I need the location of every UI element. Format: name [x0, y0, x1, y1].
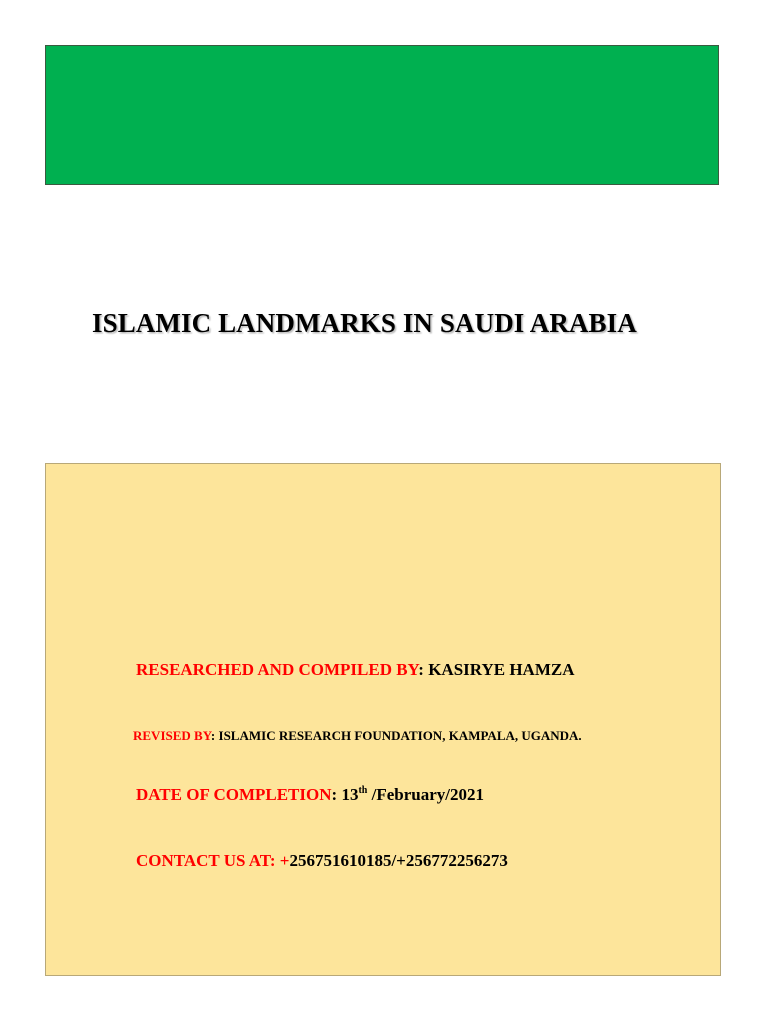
contact-line: [136, 851, 508, 871]
researched-by-separator: :: [418, 660, 429, 679]
completion-date-rest: /February/2021: [367, 785, 484, 804]
researched-by-label: RESEARCHED AND COMPILED BY: [136, 660, 419, 679]
document-title: ISLAMIC LANDMARKS IN SAUDI ARABIA: [92, 308, 637, 338]
green-banner: [45, 45, 719, 185]
completion-date-suffix: th: [358, 785, 368, 796]
researched-by-value: KASIRYE HAMZA: [428, 660, 575, 679]
completion-date-line: [136, 785, 484, 805]
info-box: [45, 463, 721, 976]
completion-date-day: 13: [341, 785, 359, 804]
revised-by-label: REVISED BY: [133, 728, 211, 743]
contact-label: CONTACT US AT: +: [136, 851, 290, 870]
revised-by-separator: :: [210, 728, 219, 743]
revised-by-line: [133, 728, 582, 744]
revised-by-value: ISLAMIC RESEARCH FOUNDATION, KAMPALA, UGANDA.: [218, 728, 582, 743]
completion-date-label: DATE OF COMPLETION: [136, 785, 332, 804]
researched-by-line: [136, 660, 574, 680]
completion-date-separator: :: [331, 785, 342, 804]
contact-phone-numbers: 256751610185/+256772256273: [289, 851, 508, 870]
